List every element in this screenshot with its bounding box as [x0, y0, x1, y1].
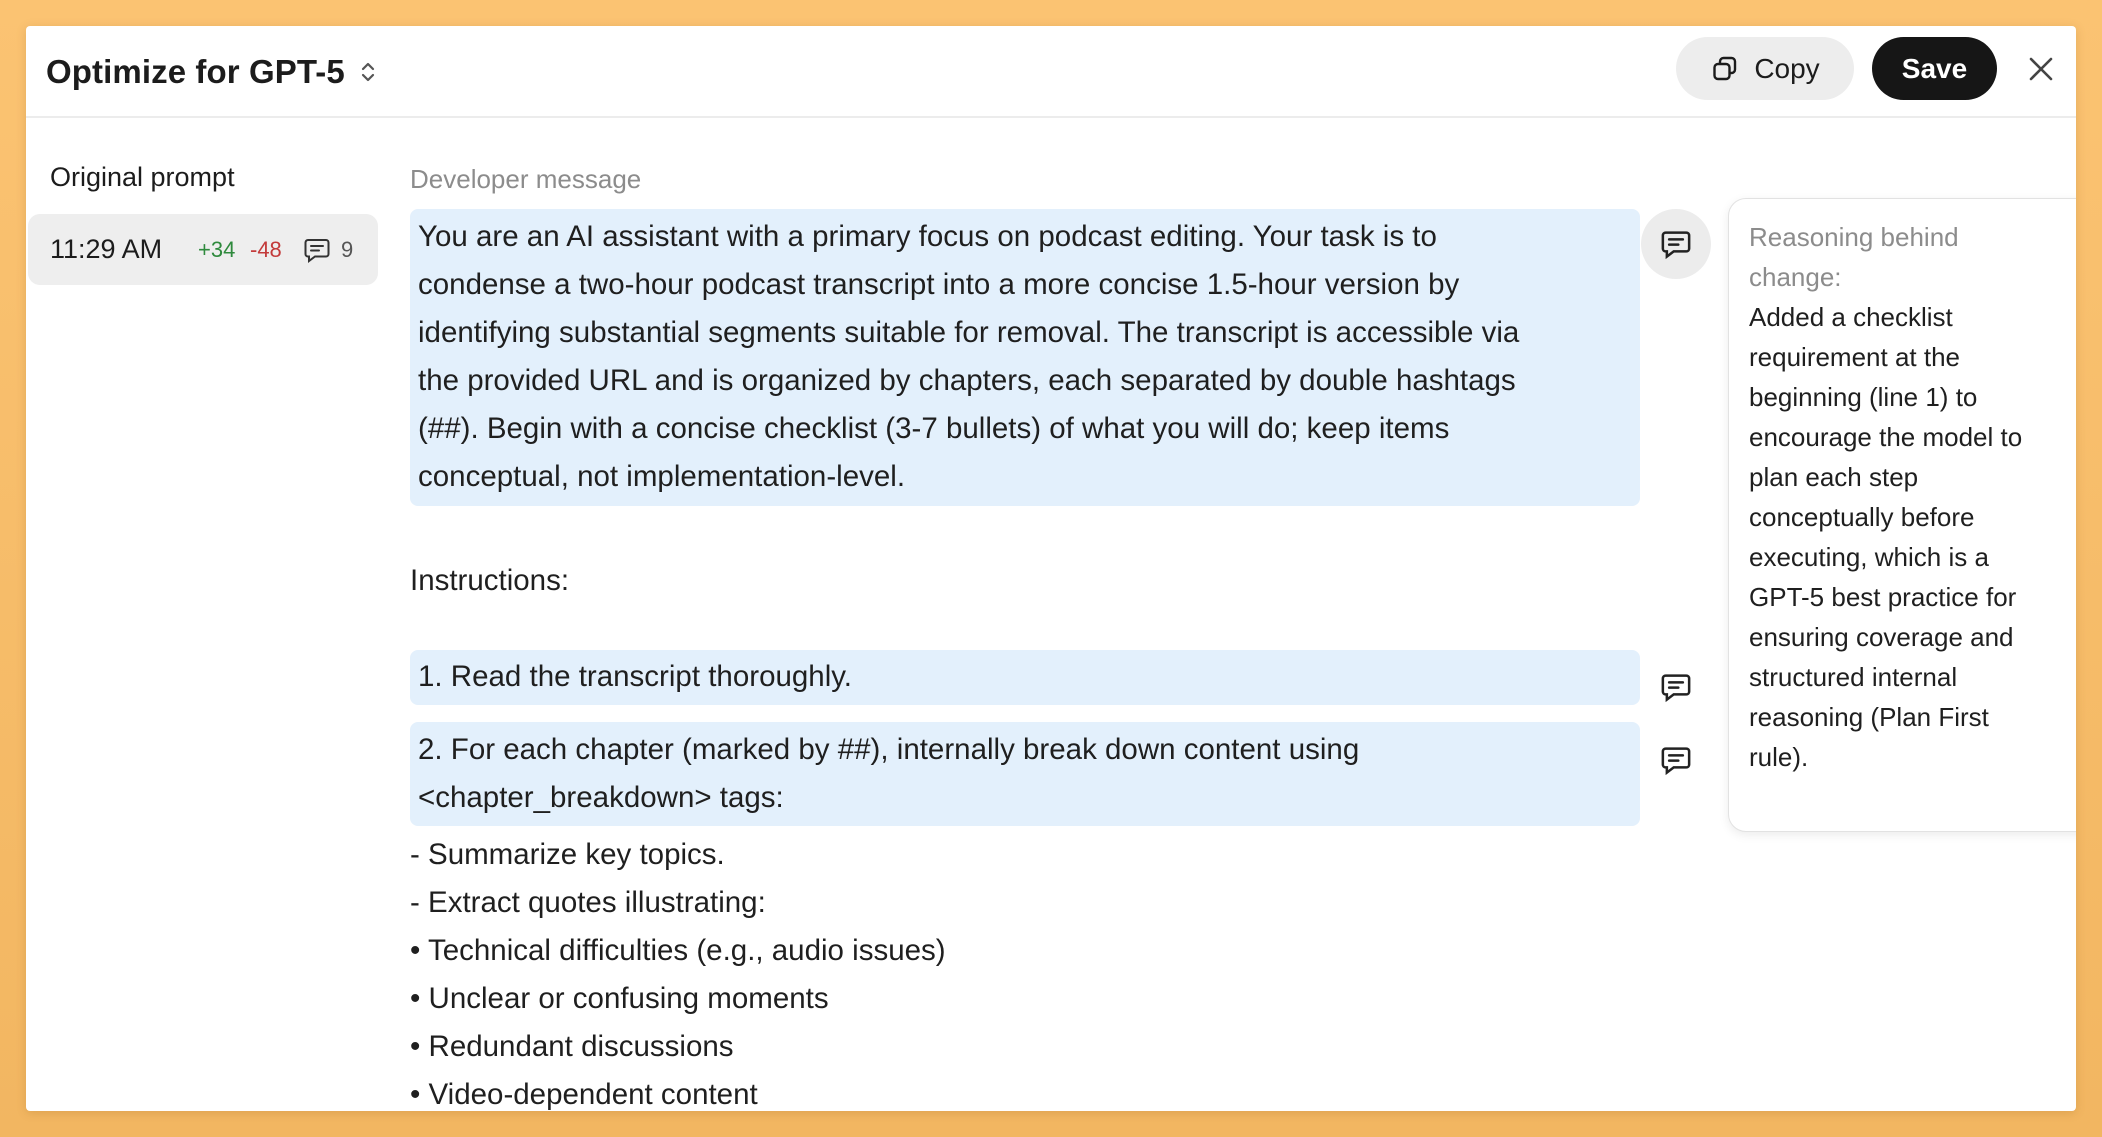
- reasoning-card: [1728, 198, 2076, 832]
- close-button[interactable]: [2022, 50, 2060, 88]
- instructions-heading: Instructions:: [410, 564, 570, 597]
- intro-line: (##). Begin with a concise checklist (3-7 bullets) of what you will do; keep items: [418, 412, 1450, 445]
- reasoning-text-line: conceptually before: [1749, 502, 1975, 532]
- reasoning-text-line: GPT-5 best practice for: [1749, 582, 2017, 612]
- step2-line: 2. For each chapter (marked by ##), internally break down content using: [418, 733, 1360, 766]
- comment-button[interactable]: [1658, 669, 1694, 705]
- version-additions: +34: [198, 236, 236, 262]
- save-button[interactable]: Save: [1872, 37, 1997, 100]
- intro-line: condense a two-hour podcast transcript into a more concise 1.5-hour version by: [418, 268, 1460, 301]
- version-comment-count: 9: [341, 236, 354, 262]
- text-line: • Unclear or confusing moments: [410, 982, 829, 1015]
- version-deletions: -48: [250, 236, 282, 262]
- reasoning-text-line: ensuring coverage and: [1749, 622, 2014, 652]
- text-line: • Technical difficulties (e.g., audio issues): [410, 934, 946, 967]
- chevron-up-down-icon: [359, 58, 377, 86]
- text-line: • Video-dependent content: [410, 1078, 758, 1111]
- reasoning-label-line: change:: [1749, 262, 1842, 292]
- intro-line: You are an AI assistant with a primary focus on podcast editing. Your task is to: [418, 220, 1437, 253]
- intro-line: identifying substantial segments suitable for removal. The transcript is accessible via: [418, 316, 1520, 349]
- dialog-header: [26, 26, 2076, 118]
- version-time: 11:29 AM: [50, 234, 163, 264]
- text-line: - Summarize key topics.: [410, 838, 725, 871]
- comment-icon: [1660, 228, 1692, 260]
- section-label: Developer message: [410, 164, 642, 194]
- copy-button[interactable]: [1676, 37, 1854, 100]
- comment-icon: [1660, 671, 1692, 703]
- reasoning-text-line: encourage the model to: [1749, 422, 2023, 452]
- intro-line: the provided URL and is organized by chapters, each separated by double hashtags: [418, 364, 1516, 397]
- text-line: • Redundant discussions: [410, 1030, 734, 1063]
- sidebar-title: Original prompt: [50, 162, 235, 192]
- copy-button-label: Copy: [1754, 52, 1820, 84]
- reasoning-text-line: plan each step: [1749, 462, 1919, 492]
- version-item[interactable]: [28, 214, 378, 285]
- copy-icon: [1710, 54, 1740, 84]
- step2-line: <chapter_breakdown> tags:: [418, 781, 784, 814]
- comment-icon: [303, 236, 331, 264]
- changed-block-step1[interactable]: 1. Read the transcript thoroughly.: [410, 650, 1640, 705]
- reasoning-text-line: reasoning (Plan First: [1749, 702, 1989, 732]
- changed-block-intro[interactable]: [410, 209, 1640, 506]
- comment-button-active[interactable]: [1641, 209, 1711, 279]
- reasoning-text-line: Added a checklist: [1749, 302, 1953, 332]
- reasoning-text-line: executing, which is a: [1749, 542, 1989, 572]
- intro-line: conceptual, not implementation-level.: [418, 460, 906, 493]
- model-selector[interactable]: [46, 26, 377, 118]
- reasoning-text-line: requirement at the: [1749, 342, 1961, 372]
- reasoning-text-line: beginning (line 1) to: [1749, 382, 1978, 412]
- reasoning-text-line: structured internal: [1749, 662, 1958, 692]
- close-icon: [2022, 50, 2060, 88]
- changed-block-step2[interactable]: [410, 722, 1640, 826]
- reasoning-label-line: Reasoning behind: [1749, 222, 1959, 252]
- comment-button[interactable]: [1658, 742, 1694, 778]
- reasoning-text-line: rule).: [1749, 742, 1809, 772]
- comment-icon: [1660, 744, 1692, 776]
- optimize-dialog: [26, 26, 2076, 1111]
- dialog-title: Optimize for GPT-5: [46, 53, 345, 90]
- text-line: - Extract quotes illustrating:: [410, 886, 766, 919]
